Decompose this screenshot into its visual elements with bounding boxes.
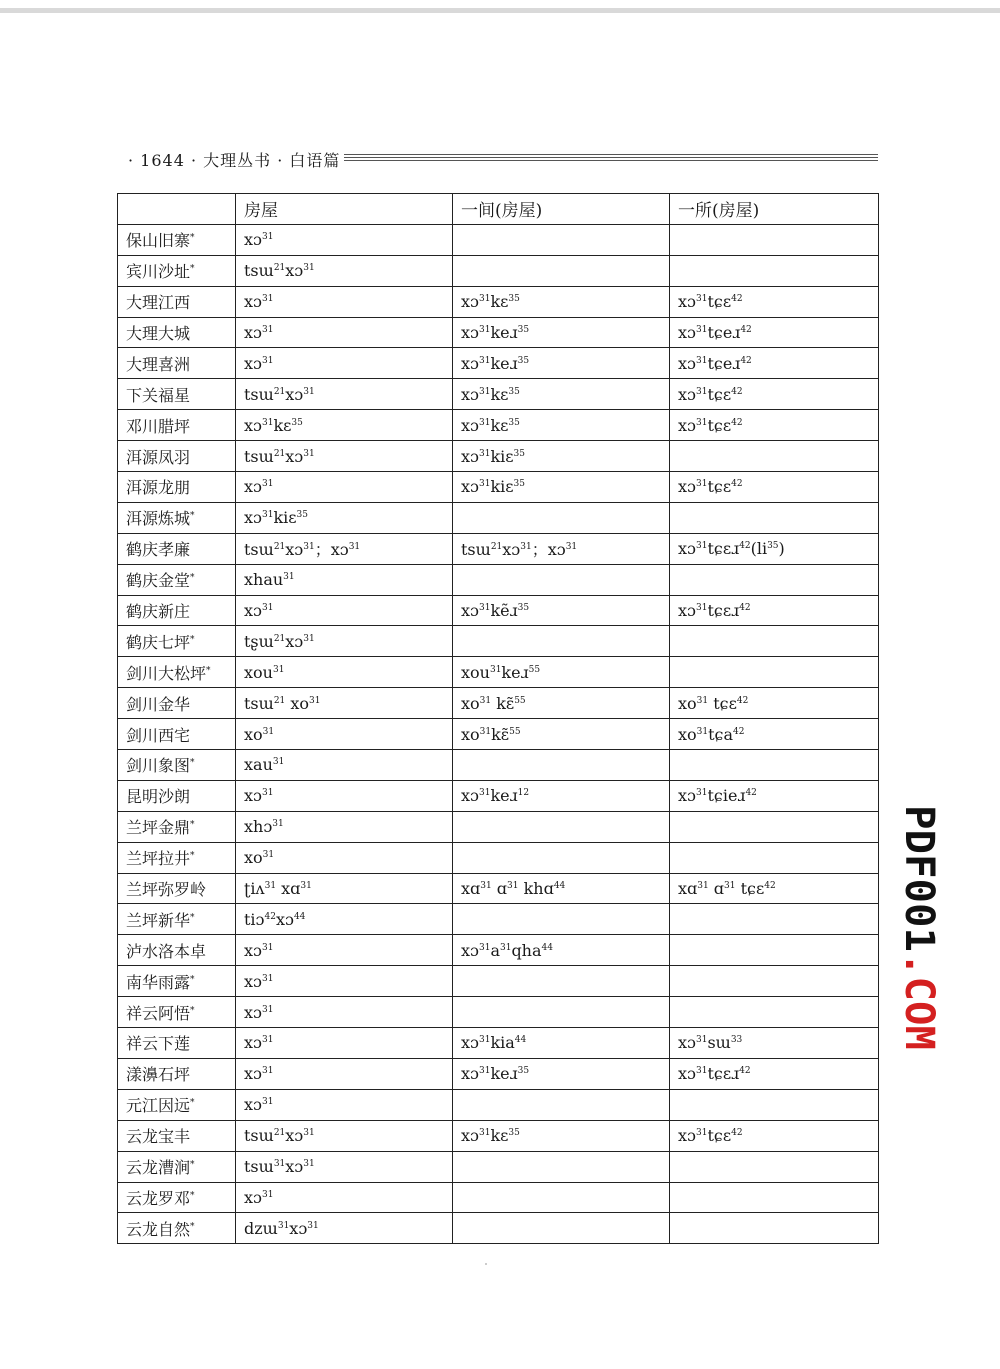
pronunciation-cell: xɔ$^{31}$keɹ$^{35}$ [453, 1058, 670, 1089]
place-name: 大理大城 [118, 317, 236, 348]
table-row [118, 1089, 879, 1120]
table-row [118, 842, 879, 873]
pronunciation-cell: xɔ$^{31}$kɛ$^{35}$ [453, 379, 670, 410]
pronunciation-cell: xɑ$^{31}$ ɑ$^{31}$ tɕɛ$^{42}$ [670, 873, 879, 904]
pronunciation-cell: tʂɯ$^{21}$xɔ$^{31}$ [236, 626, 453, 657]
pronunciation-cell: $xo^{31}$ [236, 842, 453, 873]
pronunciation-cell: xɔ$^{31}$keɹ$^{12}$ [453, 780, 670, 811]
table-row [118, 1058, 879, 1089]
pronunciation-cell [453, 502, 670, 533]
table-row [118, 750, 879, 781]
pronunciation-cell: ʈiʌ$^{31}$ xɑ$^{31}$ [236, 873, 453, 904]
pronunciation-cell: xɔ$^{31}$sɯ$^{33}$ [670, 1028, 879, 1059]
pronunciation-cell [453, 1089, 670, 1120]
pronunciation-cell: tiɔ$^{42}$xɔ$^{44}$ [236, 904, 453, 935]
pronunciation-cell: xɔ$^{31}$tɕɛɹ$^{42}$ [670, 1058, 879, 1089]
pronunciation-cell [670, 1213, 879, 1244]
pronunciation-cell: $xo^{31}$ kɛ̃$^{55}$ [453, 688, 670, 719]
pronunciation-cell: xɔ$^{31}$ [236, 1182, 453, 1213]
table-row [118, 811, 879, 842]
place-name: 下关福星 [118, 379, 236, 410]
place-name: 漾濞石坪 [118, 1058, 236, 1089]
pronunciation-cell [453, 811, 670, 842]
pronunciation-cell [670, 657, 879, 688]
pronunciation-cell: $xo^{31}tɕa^{42}$ [670, 719, 879, 750]
pronunciation-cell: xɔ$^{31}$ [236, 935, 453, 966]
place-name: 兰坪拉井* [118, 842, 236, 873]
pronunciation-cell [453, 1151, 670, 1182]
column-header: 一间(房屋) [453, 194, 670, 225]
watermark [896, 805, 942, 1050]
pronunciation-cell: tsɯ$^{21}$xɔ$^{31}$；xɔ$^{31}$ [453, 533, 670, 564]
pronunciation-cell: $xo^{31}kɛ̃^{55}$ [453, 719, 670, 750]
pronunciation-cell: xɔ$^{31}$keɹ$^{35}$ [453, 348, 670, 379]
pronunciation-cell: $xɔ^{31}tɕɛɹ^{42}(li^{35})$ [670, 533, 879, 564]
table-header-row [118, 194, 879, 225]
place-name: 鹤庆孝廉 [118, 533, 236, 564]
pronunciation-cell: xɔ$^{31}$tɕɛ$^{42}$ [670, 379, 879, 410]
pronunciation-cell [453, 750, 670, 781]
place-name: 洱源龙朋 [118, 472, 236, 503]
place-name: 祥云阿悟* [118, 997, 236, 1028]
pronunciation-cell: xau$^{31}$ [236, 750, 453, 781]
pronunciation-cell [453, 997, 670, 1028]
place-name: 剑川大松坪* [118, 657, 236, 688]
pronunciation-cell: xɔ$^{31}$ [236, 1028, 453, 1059]
table-row [118, 1182, 879, 1213]
pronunciation-cell: $xo^{31}$ tɕɛ$^{42}$ [670, 688, 879, 719]
scan-speck [485, 1263, 487, 1265]
pronunciation-cell: xɔ$^{31}$keɹ$^{35}$ [453, 317, 670, 348]
pronunciation-cell [453, 224, 670, 255]
pronunciation-cell: xɔ$^{31}$ [236, 286, 453, 317]
pronunciation-cell [453, 904, 670, 935]
pronunciation-cell: tsɯ$^{21}$xɔ$^{31}$ [236, 1120, 453, 1151]
pronunciation-cell: xɔ$^{31}$kɛ$^{35}$ [453, 1120, 670, 1151]
pronunciation-cell [453, 626, 670, 657]
table-row [118, 626, 879, 657]
pronunciation-cell: tsɯ$^{21}$xɔ$^{31}$ [236, 255, 453, 286]
pronunciation-cell: xɔ$^{31}$kiɛ$^{35}$ [453, 441, 670, 472]
place-name: 云龙宝丰 [118, 1120, 236, 1151]
table-row [118, 780, 879, 811]
pronunciation-cell: xɔ$^{31}$ [236, 966, 453, 997]
column-header: 房屋 [236, 194, 453, 225]
table-row [118, 1213, 879, 1244]
pronunciation-cell [453, 842, 670, 873]
pronunciation-cell [670, 750, 879, 781]
pronunciation-cell [670, 997, 879, 1028]
place-name: 洱源凤羽 [118, 441, 236, 472]
pronunciation-cell [670, 255, 879, 286]
place-name: 鹤庆七坪* [118, 626, 236, 657]
pronunciation-cell: xɔ$^{31}$tɕeɹ$^{42}$ [670, 348, 879, 379]
table-row [118, 224, 879, 255]
table-row [118, 873, 879, 904]
place-name: 兰坪金鼎* [118, 811, 236, 842]
place-name: 兰坪弥罗岭 [118, 873, 236, 904]
pronunciation-cell: xɔ$^{31}$tɕɛ$^{42}$ [670, 1120, 879, 1151]
table-row [118, 533, 879, 564]
place-name: 云龙漕涧* [118, 1151, 236, 1182]
watermark-graphic [896, 805, 942, 1050]
pronunciation-cell: xou$^{31}$keɹ$^{55}$ [453, 657, 670, 688]
place-name: 祥云下莲 [118, 1028, 236, 1059]
pronunciation-cell: xɔ$^{31}$kɛ$^{35}$ [453, 286, 670, 317]
pronunciation-cell [670, 564, 879, 595]
table-row [118, 1151, 879, 1182]
table-row [118, 379, 879, 410]
pronunciation-cell [670, 1151, 879, 1182]
pronunciation-cell: dzɯ$^{31}$xɔ$^{31}$ [236, 1213, 453, 1244]
pronunciation-cell: xɔ$^{31}$ [236, 780, 453, 811]
pronunciation-cell: xɔ$^{31}$kẽɹ$^{35}$ [453, 595, 670, 626]
table-row [118, 348, 879, 379]
table-row [118, 564, 879, 595]
scan-top-band [0, 8, 1000, 13]
pronunciation-cell: xɔ$^{31}$ [236, 1058, 453, 1089]
pronunciation-cell: xɔ$^{31}$kɛ$^{35}$ [236, 410, 453, 441]
place-name: 南华雨露* [118, 966, 236, 997]
table-body [118, 224, 879, 1243]
pronunciation-cell: xɔ$^{31}$kiɛ$^{35}$ [236, 502, 453, 533]
pronunciation-cell [670, 1089, 879, 1120]
table-row [118, 1028, 879, 1059]
pronunciation-cell: xɔ$^{31}$tɕɛɹ$^{42}$ [670, 595, 879, 626]
place-name: 宾川沙址* [118, 255, 236, 286]
pronunciation-cell: tsɯ$^{21}$xɔ$^{31}$ [236, 379, 453, 410]
dialect-table [117, 193, 879, 1244]
pronunciation-cell: xɔ$^{31}$tɕeɹ$^{42}$ [670, 317, 879, 348]
pronunciation-cell: xɔ$^{31}$tɕɛ$^{42}$ [670, 286, 879, 317]
pronunciation-cell [670, 224, 879, 255]
place-name: 兰坪新华* [118, 904, 236, 935]
page-header-text: · 1644 · 大理丛书 · 白语篇 [128, 151, 341, 170]
watermark-text-red: .COM [896, 952, 942, 1049]
pronunciation-cell [670, 904, 879, 935]
pronunciation-cell [670, 966, 879, 997]
pronunciation-cell [670, 1182, 879, 1213]
table-row [118, 441, 879, 472]
place-name: 大理喜洲 [118, 348, 236, 379]
header-rule [344, 160, 878, 161]
pronunciation-cell: xɔ$^{31}$tɕɛ$^{42}$ [670, 472, 879, 503]
pronunciation-cell [670, 626, 879, 657]
table-row [118, 719, 879, 750]
place-name: 鹤庆新庄 [118, 595, 236, 626]
table-row [118, 1120, 879, 1151]
place-name: 云龙罗邓* [118, 1182, 236, 1213]
pronunciation-cell: xɔ$^{31}$ [236, 1089, 453, 1120]
place-name: 剑川西宅 [118, 719, 236, 750]
pronunciation-cell [670, 441, 879, 472]
pronunciation-cell: xhɔ$^{31}$ [236, 811, 453, 842]
pronunciation-cell: tsɯ$^{21}$ $xo^{31}$ [236, 688, 453, 719]
pronunciation-cell: xɔ$^{31}$kɛ$^{35}$ [453, 410, 670, 441]
pronunciation-cell [453, 255, 670, 286]
place-name: 邓川腊坪 [118, 410, 236, 441]
pronunciation-cell: xɔ$^{31}$ [236, 997, 453, 1028]
pronunciation-cell: xɔ$^{31}$tɕieɹ$^{42}$ [670, 780, 879, 811]
table-row [118, 502, 879, 533]
table-row [118, 966, 879, 997]
pronunciation-cell: xɑ$^{31}$ ɑ$^{31}$ khɑ$^{44}$ [453, 873, 670, 904]
pronunciation-cell: $xo^{31}$ [236, 719, 453, 750]
pronunciation-cell: tsɯ$^{31}$xɔ$^{31}$ [236, 1151, 453, 1182]
place-name: 鹤庆金堂* [118, 564, 236, 595]
place-name: 剑川象图* [118, 750, 236, 781]
place-name: 保山旧寨* [118, 224, 236, 255]
pronunciation-cell [453, 1182, 670, 1213]
pronunciation-cell [670, 502, 879, 533]
table-row [118, 935, 879, 966]
column-header: 一所(房屋) [670, 194, 879, 225]
table-row [118, 688, 879, 719]
watermark-text [896, 805, 942, 1050]
table-row [118, 317, 879, 348]
header-rule [344, 154, 878, 155]
pronunciation-cell: xɔ$^{31}$ [236, 317, 453, 348]
pronunciation-cell: xɔ$^{31}$tɕɛ$^{42}$ [670, 410, 879, 441]
page-header [128, 146, 878, 170]
watermark-text-dark: PDF001 [896, 805, 942, 950]
place-name: 昆明沙朗 [118, 780, 236, 811]
pronunciation-cell [670, 811, 879, 842]
table-row [118, 657, 879, 688]
place-name: 洱源炼城* [118, 502, 236, 533]
table-row [118, 255, 879, 286]
place-name: 大理江西 [118, 286, 236, 317]
pronunciation-cell: xɔ$^{31}$ [236, 224, 453, 255]
table-row [118, 904, 879, 935]
pronunciation-cell [670, 842, 879, 873]
pronunciation-cell [670, 935, 879, 966]
place-name: 元江因远* [118, 1089, 236, 1120]
pronunciation-cell: xɔ$^{31}$ [236, 348, 453, 379]
place-name: 云龙自然* [118, 1213, 236, 1244]
pronunciation-cell: $xɔ^{31}a^{31}qha^{44}$ [453, 935, 670, 966]
table-row [118, 286, 879, 317]
pronunciation-cell [453, 564, 670, 595]
pronunciation-cell: xɔ$^{31}$ [236, 472, 453, 503]
place-name: 泸水洛本卓 [118, 935, 236, 966]
pronunciation-cell [453, 1213, 670, 1244]
pronunciation-cell: tsɯ$^{21}$xɔ$^{31}$ [236, 441, 453, 472]
place-name: 剑川金华 [118, 688, 236, 719]
table-row [118, 472, 879, 503]
table-row [118, 997, 879, 1028]
table-row [118, 595, 879, 626]
column-header [118, 194, 236, 225]
table-row [118, 410, 879, 441]
pronunciation-cell [453, 966, 670, 997]
pronunciation-cell: xou$^{31}$ [236, 657, 453, 688]
header-rule [344, 157, 878, 158]
pronunciation-cell: xɔ$^{31}$ [236, 595, 453, 626]
pronunciation-cell: xɔ$^{31}$kiɛ$^{35}$ [453, 472, 670, 503]
pronunciation-cell: tsɯ$^{21}$xɔ$^{31}$；xɔ$^{31}$ [236, 533, 453, 564]
pronunciation-cell: xɔ$^{31}$kia$^{44}$ [453, 1028, 670, 1059]
pronunciation-cell: xhau$^{31}$ [236, 564, 453, 595]
